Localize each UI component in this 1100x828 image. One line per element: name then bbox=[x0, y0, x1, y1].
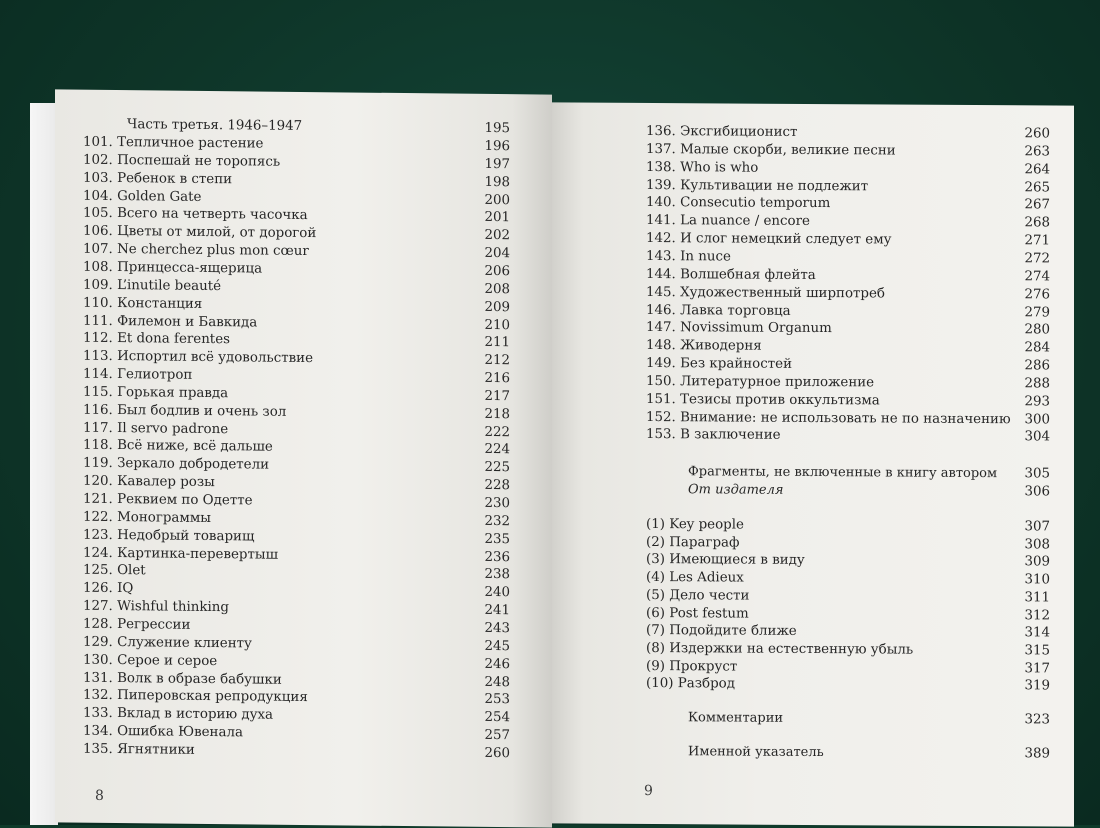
page-number-left: 8 bbox=[95, 787, 104, 804]
toc-entry-page: 236 bbox=[484, 549, 510, 565]
toc-entry-page: 224 bbox=[484, 442, 510, 458]
toc-entry-page: 312 bbox=[1024, 607, 1050, 623]
page-stack-edge bbox=[30, 103, 58, 825]
toc-entry-page: 389 bbox=[1024, 746, 1050, 762]
toc-entry-page: 319 bbox=[1024, 678, 1050, 694]
toc-entry-page: 286 bbox=[1024, 358, 1050, 374]
toc-entry-page: 201 bbox=[484, 210, 510, 226]
toc-entry-title: 105. Всего на четверть часочка bbox=[83, 206, 308, 224]
toc-entry-page: 260 bbox=[484, 745, 510, 762]
toc-entry-title: 102. Поспешай не торопясь bbox=[83, 152, 281, 170]
toc-entry-title: 109. L’inutile beauté bbox=[83, 277, 222, 294]
toc-entry-page: 228 bbox=[484, 478, 510, 494]
toc-entry-page: 243 bbox=[484, 620, 510, 637]
toc-entry-title: 115. Горькая правда bbox=[83, 384, 229, 402]
toc-entry-page: 238 bbox=[484, 567, 510, 583]
toc-entry-title: 117. Il servo padrone bbox=[83, 420, 229, 437]
left-page bbox=[55, 89, 552, 827]
toc-entry-title: 144. Волшебная флейта bbox=[646, 266, 816, 283]
toc-entry-title: Комментарии bbox=[688, 710, 784, 726]
toc-entry-page: 308 bbox=[1024, 536, 1050, 553]
toc-entry-page: 232 bbox=[484, 513, 510, 530]
toc-entry-title: 146. Лавка торговца bbox=[646, 302, 791, 319]
toc-entry-page: 263 bbox=[1024, 144, 1050, 160]
toc-entry-index bbox=[646, 743, 1050, 763]
toc-entry-title: (4) Les Adieux bbox=[646, 570, 744, 586]
toc-entry-title: 142. И слог немецкий следует ему bbox=[646, 231, 892, 248]
toc-entry-page: 279 bbox=[1024, 304, 1050, 320]
toc-entry-title: 118. Всё ниже, всё дальше bbox=[83, 438, 273, 456]
toc-entry-page: 284 bbox=[1024, 340, 1050, 356]
toc-entry-page: 235 bbox=[484, 531, 510, 547]
toc-entry-title: 133. Вклад в историю духа bbox=[83, 705, 274, 723]
toc-entry-page: 216 bbox=[484, 370, 510, 387]
toc-entry-title: 122. Монограммы bbox=[83, 509, 211, 526]
toc-entry-page: 198 bbox=[484, 174, 510, 190]
toc-entry-page: 225 bbox=[484, 460, 510, 476]
toc-entry-title: 140. Consecutio temporum bbox=[646, 195, 831, 212]
toc-entry-title: 127. Wishful thinking bbox=[83, 598, 230, 616]
toc-entry-page: 272 bbox=[1024, 251, 1050, 267]
toc-entry-title: Фрагменты, не включенные в книгу автором bbox=[688, 464, 998, 482]
toc-entry-title: 141. La nuance / encore bbox=[646, 213, 810, 230]
toc-entry-title: 130. Серое и серое bbox=[83, 652, 218, 669]
toc-entry-title: 138. Who is who bbox=[646, 159, 759, 176]
toc-entry-title: 108. Принцесса-ящерица bbox=[83, 259, 263, 277]
toc-entry-title: (5) Дело чести bbox=[646, 587, 750, 604]
toc-entry-page: 314 bbox=[1024, 625, 1050, 641]
toc-entry-title: 134. Ошибка Ювенала bbox=[83, 723, 243, 741]
toc-entry-title: 143. In nuce bbox=[646, 248, 731, 265]
toc-entry-page: 265 bbox=[1024, 179, 1050, 195]
toc-entry-title: 125. Olet bbox=[83, 563, 146, 579]
toc-entry-title: 126. IQ bbox=[83, 580, 134, 597]
toc-entry-page: 200 bbox=[484, 192, 510, 208]
toc-entry-page: 271 bbox=[1024, 233, 1050, 249]
toc-entry-title: 132. Пиперовская репродукция bbox=[83, 688, 308, 706]
toc-entry-page: 300 bbox=[1024, 411, 1050, 428]
toc-entry-page: 288 bbox=[1024, 376, 1050, 392]
toc-entry-title: (3) Имеющиеся в виду bbox=[646, 552, 805, 569]
toc-entry-title: 120. Кавалер розы bbox=[83, 473, 215, 491]
toc-entry-page: 212 bbox=[484, 353, 510, 369]
toc-entry-title: 151. Тезисы против оккультизма bbox=[646, 391, 880, 409]
toc-entry-page: 307 bbox=[1024, 519, 1050, 535]
toc-entry-page: 315 bbox=[1024, 643, 1050, 659]
toc-entry-page: 311 bbox=[1024, 590, 1050, 606]
toc-entry-page: 211 bbox=[484, 335, 510, 351]
toc-entry-page: 230 bbox=[484, 495, 510, 512]
toc-entry-title: 129. Служение клиенту bbox=[83, 634, 252, 652]
toc-entry-page: 323 bbox=[1024, 712, 1050, 728]
toc-entry-title: 128. Регрессии bbox=[83, 616, 191, 633]
toc-entry-page: 280 bbox=[1024, 322, 1050, 338]
toc-entry-page: 222 bbox=[484, 424, 510, 440]
section-page-number: 195 bbox=[484, 120, 510, 137]
toc-entry-page: 197 bbox=[484, 156, 510, 173]
toc-entry-title: 114. Гелиотроп bbox=[83, 366, 193, 383]
toc-entry-title: 124. Картинка-перевертыш bbox=[83, 545, 279, 563]
toc-entry-page: 306 bbox=[1024, 484, 1050, 500]
toc-entry-page: 248 bbox=[484, 674, 510, 690]
toc-entry-page: 268 bbox=[1024, 215, 1050, 231]
toc-entry-title: 148. Живодерня bbox=[646, 338, 762, 354]
toc-entry bbox=[83, 741, 510, 763]
toc-entry-title: 123. Недобрый товарищ bbox=[83, 527, 255, 545]
right-page bbox=[552, 102, 1074, 826]
toc-entry-page: 310 bbox=[1024, 572, 1050, 588]
toc-entry-page: 274 bbox=[1024, 269, 1050, 285]
toc-entry-title: (9) Прокруст bbox=[646, 658, 738, 675]
toc-entry-comments bbox=[646, 709, 1050, 729]
toc-entry-title: (8) Издержки на естественную убыль bbox=[646, 640, 914, 658]
toc-entry-page: 209 bbox=[484, 299, 510, 315]
toc-entry-title: 121. Реквием по Одетте bbox=[83, 491, 253, 509]
toc-entry-page: 260 bbox=[1024, 126, 1050, 142]
toc-entry-title: 139. Культивации не подлежит bbox=[646, 177, 869, 194]
toc-entry-page: 241 bbox=[484, 602, 510, 619]
toc-entry-title: (2) Параграф bbox=[646, 534, 740, 551]
toc-entry-page: 218 bbox=[484, 406, 510, 422]
toc-entry-page: 257 bbox=[484, 727, 510, 744]
toc-entry-page: 246 bbox=[484, 656, 510, 672]
toc-entry bbox=[646, 426, 1050, 446]
toc-entry-title: 136. Эксгибиционист bbox=[646, 123, 798, 140]
toc-entry bbox=[646, 675, 1050, 695]
toc-entry-page: 317 bbox=[1024, 660, 1050, 677]
toc-entry-page: 293 bbox=[1024, 394, 1050, 410]
toc-entry-title: 131. Волк в образе бабушки bbox=[83, 670, 282, 688]
toc-entry-page: 217 bbox=[484, 388, 510, 405]
toc-entry-title: 147. Novissimum Organum bbox=[646, 320, 832, 337]
toc-entry-page: 305 bbox=[1024, 466, 1050, 482]
toc-entry-title: (1) Key people bbox=[646, 516, 744, 533]
toc-entry-page: 204 bbox=[484, 245, 510, 262]
section-title: Часть третья. 1946–1947 bbox=[127, 117, 303, 134]
toc-entry-title: 106. Цветы от милой, от дорогой bbox=[83, 223, 317, 242]
toc-entry-page: 245 bbox=[484, 638, 510, 654]
toc-entry-page: 210 bbox=[484, 317, 510, 333]
toc-entry-title: 135. Ягнятники bbox=[83, 741, 195, 758]
toc-entry-title: 137. Малые скорби, великие песни bbox=[646, 141, 896, 159]
toc-entry-title: 153. В заключение bbox=[646, 427, 781, 444]
toc-entry-title: (6) Post festum bbox=[646, 605, 749, 622]
toc-entry-page: 304 bbox=[1024, 429, 1050, 445]
toc-entry-title: 113. Испортил всё удовольствие bbox=[83, 348, 314, 367]
toc-entry-title: 116. Был бодлив и очень зол bbox=[83, 402, 287, 420]
toc-entry-page: 208 bbox=[484, 281, 510, 297]
toc-entry-title: 107. Ne cherchez plus mon cœur bbox=[83, 241, 309, 260]
toc-entry-page: 253 bbox=[484, 692, 510, 708]
toc-entry-page: 264 bbox=[1024, 161, 1050, 178]
toc-entry-title: (10) Разброд bbox=[646, 676, 735, 692]
toc-entry-from-publisher bbox=[646, 481, 1050, 501]
toc-entry-title: От издателя bbox=[688, 482, 784, 498]
page-number-right: 9 bbox=[644, 782, 653, 800]
toc-entry-title: 112. Et dona ferentes bbox=[83, 331, 230, 348]
toc-entry-title: 104. Golden Gate bbox=[83, 188, 202, 205]
toc-entry-page: 240 bbox=[484, 585, 510, 601]
toc-entry-page: 276 bbox=[1024, 286, 1050, 303]
toc-entry-title: 103. Ребенок в степи bbox=[83, 170, 233, 187]
toc-entry-title: (7) Подойдите ближе bbox=[646, 623, 797, 640]
toc-entry-page: 202 bbox=[484, 228, 510, 244]
toc-entry-title: 152. Внимание: не использовать не по назначению bbox=[646, 409, 1011, 427]
toc-entry-page: 254 bbox=[484, 710, 510, 726]
toc-entry-title: 111. Филемон и Бавкида bbox=[83, 313, 258, 331]
toc-entry-page: 309 bbox=[1024, 554, 1050, 570]
toc-entry-page: 196 bbox=[484, 138, 510, 155]
toc-entry-title: 101. Тепличное растение bbox=[83, 134, 264, 152]
toc-entry-title: 149. Без крайностей bbox=[646, 356, 792, 372]
toc-entry-title: 110. Констанция bbox=[83, 295, 203, 312]
toc-entry-title: 145. Художественный ширпотреб bbox=[646, 284, 885, 302]
toc-entry-title: Именной указатель bbox=[688, 744, 824, 761]
toc-entry-title: 119. Зеркало добродетели bbox=[83, 455, 270, 473]
toc-entry-title: 150. Литературное приложение bbox=[646, 373, 875, 391]
toc-entry-page: 267 bbox=[1024, 197, 1050, 213]
toc-entry-page: 206 bbox=[484, 263, 510, 280]
